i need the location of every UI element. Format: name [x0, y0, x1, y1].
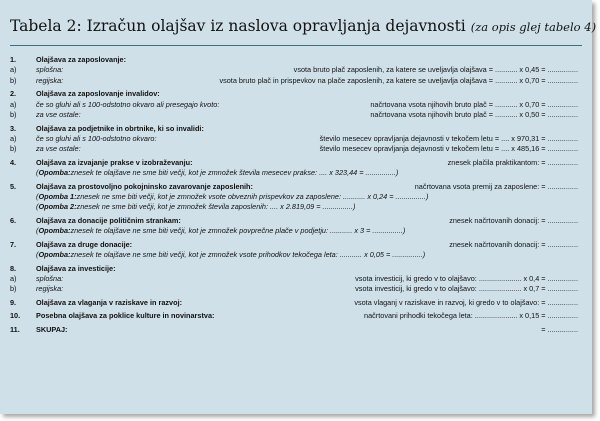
subitem-label: splošna:	[36, 274, 64, 284]
section-number: 10.	[10, 311, 21, 321]
section-header-row	[10, 240, 578, 250]
subitem-label: če so gluhi ali s 100-odstotno okvaro:	[36, 133, 157, 143]
section-number: 9.	[10, 297, 17, 307]
section-formula: znesek plačila praktikantom: = ...............	[447, 157, 578, 167]
section-2	[10, 89, 578, 120]
section-1	[10, 55, 578, 86]
table-subtitle: (za opis glej tabelo 4)	[470, 20, 597, 34]
subitem-row	[10, 76, 578, 86]
note-row	[10, 202, 578, 212]
section-heading: Olajšava za zaposlovanje:	[36, 55, 127, 64]
section-header-row	[10, 264, 578, 274]
subitem-letter: a)	[10, 274, 17, 284]
table-title	[10, 17, 596, 35]
note-row	[10, 192, 578, 202]
section-formula: načrtovani prihodki tekočega leta: ..................... x 0,15 = ...............	[364, 311, 578, 321]
section-number: 11.	[10, 324, 20, 334]
note-open-paren: (	[36, 226, 39, 236]
section-number: 2.	[10, 89, 17, 99]
section-header-row	[10, 55, 578, 65]
section-9	[10, 298, 578, 308]
section-number: 6.	[10, 215, 17, 225]
section-number: 5.	[10, 181, 17, 191]
note-text: znesek te olajšave ne sme biti večji, kot je zmnožek vsote prihodkov tekočega leta: ........... x 0,05 = ...............)	[70, 250, 426, 260]
section-heading: Olajšava za izvajanje prakse v izobraževanju:	[36, 157, 193, 167]
subitem-row	[10, 284, 578, 294]
section-8	[10, 264, 578, 295]
subitem-row	[10, 144, 578, 154]
note-text: znesek te olajšave ne sme biti večji, kot je zmnožek povprečne plače v podjetju: ........... x 3 = ...............)	[70, 226, 406, 236]
section-4	[10, 158, 578, 179]
subitem-row	[10, 100, 578, 110]
subitem-row	[10, 134, 578, 144]
subitem-row	[10, 110, 578, 120]
subitem-letter: b)	[10, 110, 17, 120]
section-header-row	[10, 182, 578, 192]
note-open-paren: (	[36, 168, 39, 178]
subitem-letter: a)	[10, 65, 17, 75]
table-title-text: Tabela 2: Izračun olajšav iz naslova opravljanja dejavnosti	[10, 17, 466, 35]
section-number: 1.	[10, 55, 17, 64]
section-formula: načrtovana vsota premij za zaposlene: = ...............	[414, 181, 578, 191]
subitem-formula: vsota investicij, ki gredo v to olajšavo: ..................... x 0,4 = ...............	[355, 274, 578, 284]
subitem-formula: vsota bruto plač in prispevkov na plače zaposlenih, za katere se uveljavlja olajšava = ........... x 0,70 = ...............	[219, 75, 578, 85]
section-header-row	[10, 216, 578, 226]
section-heading: Olajšava za investicije:	[36, 263, 116, 273]
section-heading: SKUPAJ:	[36, 324, 68, 334]
section-heading: Olajšava za prostovoljno pokojninsko zavarovanje zaposlenih:	[36, 181, 253, 191]
subitem-formula: število mesecev opravljanja dejavnosti v tekočem letu = .... x 485,16 = ...............	[319, 144, 578, 154]
subitem-formula: načrtovana vsota njihovih bruto plač = ........... x 0,70 = ...............	[370, 99, 578, 109]
section-number: 3.	[10, 123, 17, 133]
section-11	[10, 325, 578, 335]
section-header-row	[10, 325, 578, 335]
note-label: Opomba:	[38, 168, 71, 178]
subitem-letter: b)	[10, 144, 17, 154]
subitem-row	[10, 65, 578, 75]
note-open-paren: (	[36, 250, 39, 260]
subitem-label: splošna:	[36, 65, 64, 75]
section-heading: Olajšava za druge donacije:	[36, 239, 133, 249]
subitem-letter: b)	[10, 284, 17, 294]
note-row	[10, 226, 578, 236]
section-heading: Olajšava za donacije političnim strankam:	[36, 215, 181, 225]
section-heading: Olajšava za podjetnike in obrtnike, ki so invalidi:	[36, 123, 204, 133]
section-heading: Posebna olajšava za poklice kulture in novinarstva:	[36, 311, 215, 321]
note-text: znesek ne sme biti večji, kot je zmnožek vsote obveznih prispevkov za zaposlene: ........... x 0,24 = ...............)	[76, 192, 429, 202]
section-5	[10, 182, 578, 213]
section-number: 8.	[10, 263, 17, 273]
section-header-row	[10, 158, 578, 168]
subitem-label: za vse ostale:	[36, 110, 81, 120]
section-formula: znesek načrtovanih donacij: = ...............	[449, 239, 578, 249]
section-3	[10, 124, 578, 155]
note-label: Opomba 2:	[38, 202, 77, 212]
title-divider	[10, 45, 582, 46]
subitem-label: za vse ostale:	[36, 144, 81, 154]
calculation-list	[10, 55, 578, 338]
section-header-row	[10, 298, 578, 308]
subitem-formula: število mesecev opravljanja dejavnosti v tekočem letu = .... x 970,31 = ...............	[319, 133, 578, 143]
note-row	[10, 250, 578, 260]
note-label: Opomba 1:	[38, 192, 77, 202]
section-formula: znesek načrtovanih donacij: = ...............	[449, 215, 578, 225]
note-label: Opomba:	[38, 226, 71, 236]
section-7	[10, 240, 578, 261]
section-formula: vsota vlaganj v raziskave in razvoj, ki gredo v to olajšavo: = ...............	[354, 297, 578, 307]
note-row	[10, 168, 578, 178]
section-number: 7.	[10, 239, 17, 249]
note-open-paren: (	[36, 202, 39, 212]
subitem-formula: načrtovana vsota njihovih bruto plač = ........... x 0,50 = ...............	[370, 110, 578, 120]
subitem-letter: b)	[10, 75, 17, 85]
note-text: znesek te olajšave ne sme biti večji, kot je zmnožek števila mesecev prakse: .... x 323,44 = ...............)	[70, 168, 399, 178]
section-heading: Olajšava za vlaganja v raziskave in razvoj:	[36, 297, 183, 307]
subitem-formula: vsota bruto plač zaposlenih, za katere se uveljavlja olajšava = ........... x 0,45 = ...............	[293, 65, 578, 75]
subitem-label: regijska:	[36, 75, 64, 85]
section-10	[10, 311, 578, 321]
subitem-letter: a)	[10, 99, 17, 109]
note-text: znesek ne sme biti večji, kot je zmnožek števila zaposlenih: .... x 2.819,09 = ...............)	[76, 202, 356, 212]
section-formula: = ...............	[541, 324, 578, 334]
subitem-label: če so gluhi ali s 100-odstotno okvaro ali presegajo kvoto:	[36, 99, 220, 109]
subitem-letter: a)	[10, 133, 17, 143]
note-open-paren: (	[36, 192, 39, 202]
subitem-formula: vsota investicij, ki gredo v to olajšavo: ..................... x 0,7 = ...............	[355, 284, 578, 294]
note-label: Opomba:	[38, 250, 71, 260]
section-number: 4.	[10, 157, 17, 167]
section-header-row	[10, 89, 578, 99]
subitem-row	[10, 274, 578, 284]
section-header-row	[10, 124, 578, 134]
section-heading: Olajšava za zaposlovanje invalidov:	[36, 89, 160, 99]
subitem-label: regijska:	[36, 284, 64, 294]
section-6	[10, 216, 578, 237]
section-header-row	[10, 311, 578, 321]
